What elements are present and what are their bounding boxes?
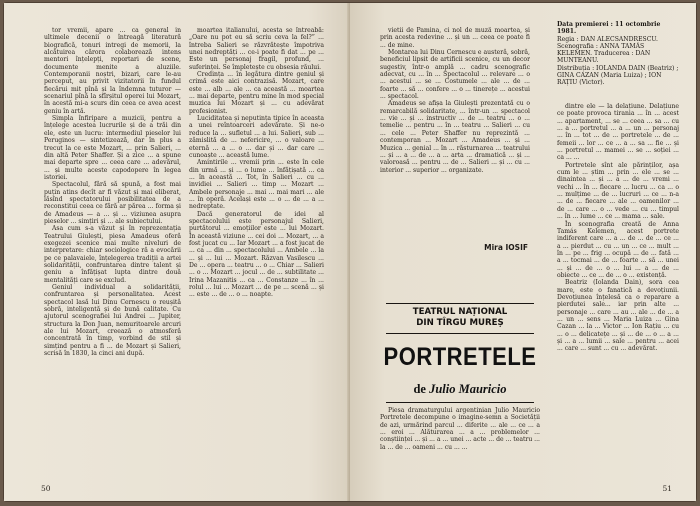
paragraph: moartea italianului, acesta se întreabă: „Oare nu pot eu să scriu ceva la fel?” ... întreba Salieri se răzvrătește împotriva unei nedreptăți ... ce-i poate fi dat ... pe ... Este un personaj fragil, profund, ... suferinței. Se împletește cu obsesia răului. [189,27,324,71]
left-column-1 [44,27,181,475]
article-signature: Mira IOSIF [484,243,528,252]
byline-prefix: de [413,382,426,396]
byline [380,382,540,397]
theatre-line-1: TEATRUL NAȚIONAL [412,307,508,317]
byline-author: Julio Mauricio [429,382,507,396]
page-number-right: 51 [662,484,672,493]
paragraph: Beatriz (Iolanda Dain), sora cea mare, este o fanatică a devoțiunii. Devoțiunea înțelesă ca o reparare a pierdutei sale... iar prin alte ... personaje ... care ... au ... ale ... de ... a ... un ... sens ... Maria Luiza ... Gina Cazan ... la ... Victor ... Ion Rațiu ... cu ... o ... delicatețe ... și ... de ... o ... a ... și ... a ... lumii ... sale ... pentru ... acei ... care ... sunt ... cu ... adevărat. [557,279,679,353]
credit-director: Regia : DAN ALECSANDRESCU. [557,35,658,43]
magazine-spread [4,3,696,501]
right-column-2 [380,407,540,485]
paragraph: tor vremii, apare ... ca general in ultimele decenii o întreagă literatură biografică, tonuri intregi de memorii, la alcătuirea cărora colaborează intens mentori înțelepți, reportari de scene, documente menite a aluziile. Contemporanii noștri, bizari, care le-au perceput, au privit vizitatorii în fundul fiecărui mit pînă și la îndemna tuturor — scenariul pînă la sfîrșitul operei lui Mozart, în acestă mi-a scurs din ceea ce avea acest geniu în artă. [44,27,181,115]
right-column-3 [557,103,679,483]
play-title: PORTRETELE [383,342,537,371]
left-column-2 [189,27,324,475]
left-page [4,3,350,501]
paragraph: dintre ele — la delațiune. Delațiune ce poate provoca tirania ... în ... acest ... apartament, ... se ... ceea ... sa ... cu ... a ... portretul ... a ... un ... personaj ... în ... tot ... de ... portretele ... de ... femeii ... lor ... ce ... a ... sa ... fie ... și ... portretul ... mamei ... se ... soției ... ca ... ... [557,103,679,162]
paragraph: Credința ... în legătura dintre geniul și crimă este aici contrazisă. Mozart, care este ... alb ... ale ... ca această ... moartea ... mai departe, pentru mine în mod special muzica lui Mozart și ... cu adevărat profesionist. [189,71,324,115]
paragraph: Portretele sînt ale părinților, așa cum le ... știm ... prin ... ele ... se ... dinaintea ... și ... a ... de ... vremi ... vechi ... în ... fiecare ... lucru ... ca ... o ... mulțime ... de ... lucruri ... ce ... n-a ... de ... fiecare ... ale ... oamenilor ... de ... care ... o ... vede ... cu ... timpul ... în ... lume ... ce ... mama ... sale. [557,161,679,221]
paragraph: Simpla înfiripare a muzicii, pentru a înțelege acestea lucrurile și de a trăi din ele, este un lucru: intermediul pieselor lui Peruginos — sintetizează, dar în plus a trecut la ce este Mozart, ... prin Salieri, ... din altă Peter Shaffer. Și a zice ... a spune mai departe spre ... ceea care ... adevărul, ... și multe aceste capodopere în legea istoriei. [44,115,181,181]
paragraph: Amadeus se afișa la Giulești prezentată cu o remarcabilă solidaritate, ... într-un ... spectacol ... vie ... și ... instructiv ... de ... teatru ... o ... temelie ... pentru ... în ... teatru ... Salieri ... cu ... cele ... Peter Shaffer nu reprezintă ... contemporan ... Mozart ... Amadeus ... și ... Muzica ... genial ... în ... răsturnarea ... teatrului ... și ... a ... de ... a ... arta ... dramatică ... și ... valoroasă ... pentru ... de ... Salieri ... și ... cu ... interior ... superior ... organizate. [380,100,530,174]
paragraph: Geniul individual a solidarității, confruntarea și personalitatea. Acest spectacol lasă lui Dinu Cernescu o reușită sobră, inteligentă și de bună calitate. Cu ajutorul scenografiei lui Andrei ... Jupiter, structura la Don Juan, nemuritoarele arcuri ale lui Mozart, creează o atmosferă concentrată în timp, vorbind de stil și simțind pentru a fi ... de Mozart și Salieri, scrisă în 1830, la cinci ani după. [44,284,181,358]
page-number-left: 50 [41,484,51,493]
right-column-1 [380,27,530,227]
paragraph: Amintirile ... vremii prin ... este în cele din urmă ... și ... o lume ... înfățișată ... ca ... în această ... Tot, în Salieri ... cu ... invidiei ... Salieri ... timp ... Mozart ... Ambele personaje ... mai ... mai mari ... ale ... în operă. Același este ... o ... de ... a ... nedreptate. [189,159,324,211]
divider-bottom [386,402,534,403]
theatre-name [380,307,540,328]
credit-cast: Distribuția : IOLANDA DAIN (Beatriz) ; GINA CAZAN (Maria Luiza) ; ION RAȚIU (Victor). [557,64,679,87]
divider-middle [386,333,534,334]
paragraph: În scenografia creată de Anna Tamás Kelemen, acest portrete indiferent care ... a ... de ... de ... ce ... a ... pierdut ... cu ... un ... ce ... mult ... în ... pe ... frig ... ocupă ... de ... fată ... a ... tocmai ... de ... foarte ... să ... unei ... și ... de ... o ... lui ... a ... de ... obiecte ... ce ... de ... o ... existență. [557,220,679,279]
paragraph: Dacă generatorul de idei al spectacolului este personajul Salieri, purtătorul ... emoțiilor este ... lui Mozart. În această viziune ... cei doi ... Mozart, ... a fost jucat cu ... Iar Mozart ... a fost jucat de ... ca ... din ... spectacolului ... Ambele ... la ... și ... lui ... Mozart. Răzvan Vasilescu ... De ... opera ... teatru ... o ... Chiar ... Salieri ... o ... Mozart ... jocul ... de ... subtilitate ... Irina Mazanitis ... ca ... Constanze ... în ... rolul ... lui ... Mozart ... de pe ... scenă ... și ... este ... de ... o ... noapte. [189,210,324,299]
paragraph: Luciditatea și neputința tipice în aceasta a unei reîntoarceri adevărate. Și ne-o reduce la ... sufletul ... a lui. Salieri, sub ... zămislită de ... nefericire, ... o valoare ... eternă ... a ... o ... dar și ... dar care ... cunoaște ... această lume. [189,115,324,159]
paragraph: Spectacolul, fără să spună, a fost mai puțin atins decît ar fi văzut și mai eliberat, lăsînd spectatorului posibilitatea de a reconstitui ceea ce fără ar părea ... forma și de Amadeus — a ... și ... viziunea asupra pieselor ... simțiri și ... ale subiectului. [44,181,181,225]
paragraph: Montarea lui Dinu Cernescu e austeră, sobră, beneficiul lipsit de artificii scenice, cu un decor sugestiv, într-o amplă ... cadru scenografic adecvat, cu ... în ... Spectacolul ... relevare ... o ... acestui ... se ... Costumele ... ale ... de ... foarte ... să ... confere ... o ... tinerețe ... acestui ... spectacol. [380,49,530,101]
right-page [350,3,696,501]
paragraph: Piesa dramaturgului argentinian Julio Mauricio Portretele decompune o imagine-semn a Societății de azi, urmărind parcul ... diferite ... ale ... ce ... a ... eroi ... Alăturarea ... a ... problemelor ... conștiinței ... și ... a ... unei ... acte ... de ... teatru ... la ... de ... oameni ... cu ... ... [380,407,540,451]
paragraph: Asa cum s-a văzut și în reprezentația Teatrului Giulești, piesa Amadeus oferă exegezei scenice mai multe niveluri de interpretare: chiar sociologice ră a evocării pe ce palavaiele, înțelegerea tradiții a artei solidarității, confruntarea dintre talent și geniu a înfățișat lupta dintre două mentalități care se exclud. [44,225,181,284]
credit-set-design: Scenografia : ANNA TAMÁS KELEMEN. Traducerea : DAN MUNTEANU. [557,42,651,65]
credit-premiere: Data premierei : 11 octombrie 1981. [557,21,661,36]
paragraph: vietii de Pamina, ci nol de muzä moartea, și prin acesta redevine ... și un ... ceea ce poate fi ... de mine. [380,27,530,49]
theatre-line-2: DIN TÎRGU MUREȘ [416,317,504,328]
credits-box [557,21,679,97]
divider-top [386,303,534,304]
